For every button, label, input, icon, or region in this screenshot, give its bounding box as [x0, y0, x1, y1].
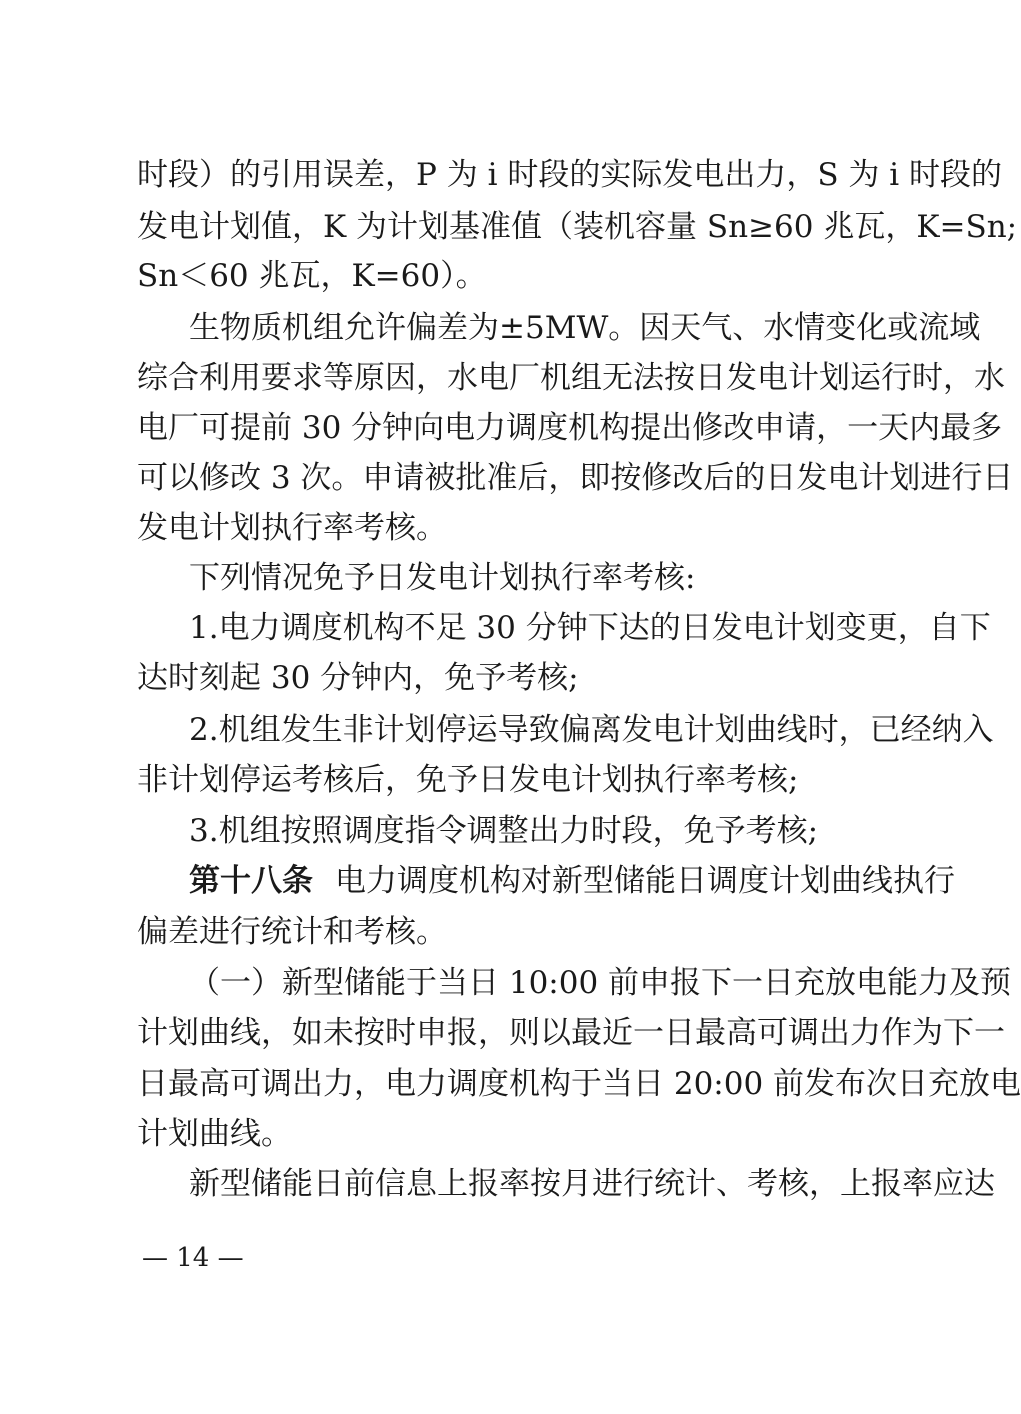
body-line-7: 可以修改 3 次。申请被批准后，即按修改后的日发电计划进行日	[137, 460, 1014, 496]
body-line-3: Sn＜60 兆瓦，K=60）。	[137, 258, 487, 294]
body-line-19: 日最高可调出力，电力调度机构于当日 20:00 前发布次日充放电	[137, 1066, 1021, 1102]
body-line-20: 计划曲线。	[137, 1116, 292, 1152]
body-line-6: 电厂可提前 30 分钟向电力调度机构提出修改申请，一天内最多	[137, 410, 1003, 446]
body-line-2: 发电计划值，K 为计划基准值（装机容量 Sn≥60 兆瓦，K=Sn;	[137, 209, 1018, 245]
body-line-5: 综合利用要求等原因，水电厂机组无法按日发电计划运行时，水	[137, 360, 1005, 396]
body-line-14: 3.机组按照调度指令调整出力时段，免予考核;	[189, 813, 819, 849]
body-line-11: 达时刻起 30 分钟内，免予考核;	[137, 660, 579, 696]
article-label: 第十八条	[189, 863, 313, 899]
body-line-12: 2.机组发生非计划停运导致偏离发电计划曲线时，已经纳入	[189, 712, 994, 748]
body-line-16: 偏差进行统计和考核。	[137, 914, 447, 950]
body-line-18: 计划曲线，如未按时申报，则以最近一日最高可调出力作为下一	[137, 1015, 1005, 1051]
body-line-10: 1.电力调度机构不足 30 分钟下达的日发电计划变更，自下	[189, 610, 991, 646]
body-line-1: 时段）的引用误差，P 为 i 时段的实际发电出力，S 为 i 时段的	[137, 157, 1003, 193]
body-line-21: 新型储能日前信息上报率按月进行统计、考核，上报率应达	[189, 1166, 995, 1202]
body-line-13: 非计划停运考核后，免予日发电计划执行率考核;	[137, 762, 799, 798]
body-line-4: 生物质机组允许偏差为±5MW。因天气、水情变化或流域	[189, 310, 981, 346]
article-18-line	[189, 861, 955, 901]
body-line-17: （一）新型储能于当日 10:00 前申报下一日充放电能力及预	[189, 965, 1012, 1001]
body-line-8: 发电计划执行率考核。	[137, 510, 447, 546]
article-18-text: 电力调度机构对新型储能日调度计划曲线执行	[335, 863, 955, 899]
body-line-9: 下列情况免予日发电计划执行率考核:	[189, 560, 696, 596]
page-number: — 14 —	[142, 1243, 244, 1273]
